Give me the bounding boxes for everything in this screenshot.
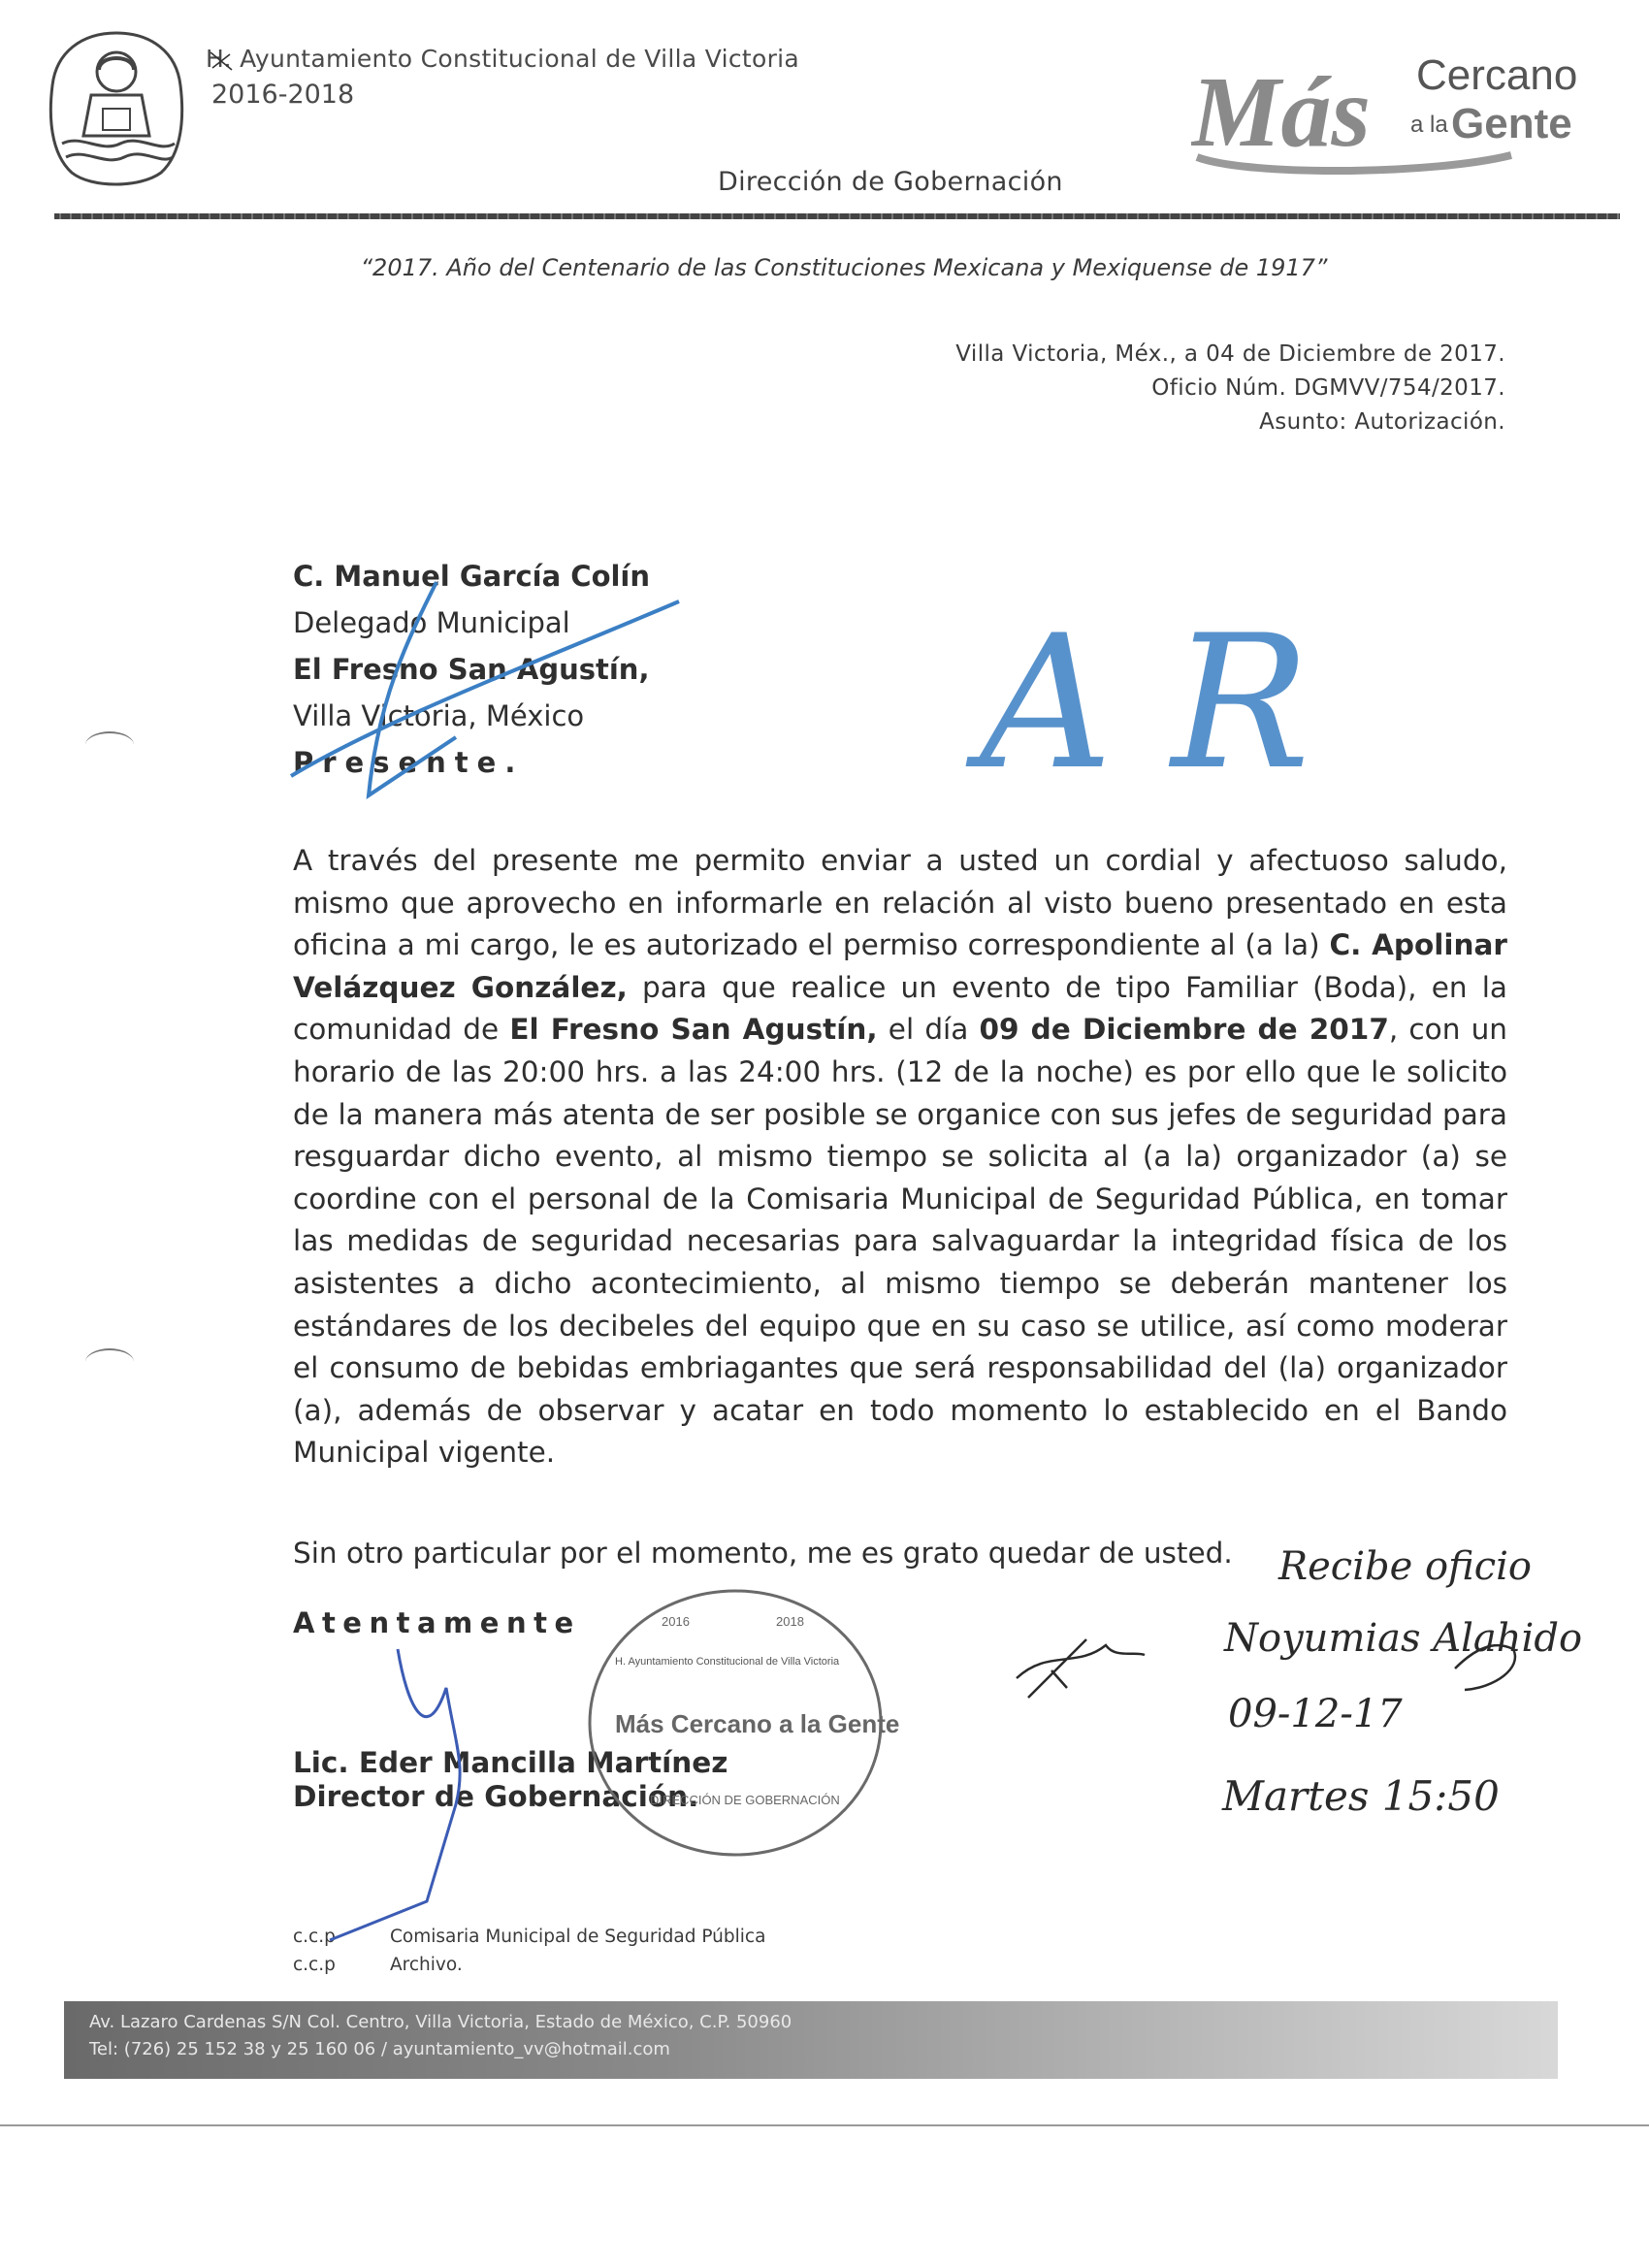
recipient-location: Villa Victoria, México [293, 699, 585, 732]
blue-initials: A R [980, 596, 1310, 810]
closing-line: Sin otro particular por el momento, me es grato quedar de usted. [293, 1537, 1233, 1570]
official-stamp [572, 1579, 902, 1861]
event-community: El Fresno San Agustín, [509, 1013, 878, 1047]
punch-hole [85, 731, 134, 759]
brand-mas-text: Más [1191, 56, 1371, 168]
body-text-4: , con un horario de las 20:00 hrs. a las 24:00 hrs. (12 de la noche) es por ello que le solicito de la manera más atenta de ser posible se organice con sus jefes de seguridad para resguardar dicho evento, al mismo tiempo se solicita al (a la) organizador (a) se coordine con el personal de la Comisaria Municipal de Seguridad Pública, en tomar las medidas de seguridad necesarias para salvaguardar la integridad física de los asistentes a dicho acontecimiento, al mismo tiempo se deberán mantener los estándares de los decibeles del equipo que en su caso se utilice, así como moderar el consumo de bebidas embriagantes que será responsabilidad del (la) organizador (a), además de observar y acatar en todo momento lo establecido en el Bando Municipal vigente. [293, 1013, 1507, 1470]
recipient-community: El Fresno San Agustín, [293, 653, 650, 686]
letter-body [293, 840, 1507, 1474]
hw-received-time: Martes 15:50 [1222, 1772, 1500, 1820]
stamp-brand: Más Cercano a la Gente [615, 1709, 900, 1738]
receiver-signature [1455, 1645, 1515, 1690]
brand-a-la-text: a la [1410, 112, 1448, 138]
recipient-block [293, 553, 650, 786]
brand-cercano-text: Cercano [1416, 51, 1578, 99]
ccp-row: c.c.p Comisaria Municipal de Seguridad Pública [293, 1927, 766, 1947]
administration-period: 2016-2018 [211, 80, 355, 110]
atentamente: Atentamente [293, 1606, 581, 1639]
footer-contact [89, 2009, 792, 2063]
body-text-1: A través del presente me permito enviar a usted un cordial y afectuoso saludo, mismo que aprovecho en informarle en relación al visto bueno presentado en esta oficina a mi cargo, le es autorizado el permiso correspondiente al (a la) [293, 844, 1507, 962]
place-date: Villa Victoria, Méx., a 04 de Diciembre de 2017. [955, 341, 1505, 367]
salutation: Presente. [293, 746, 525, 779]
stamp-municipality: H. Ayuntamiento Constitucional de Villa Victoria [615, 1656, 840, 1668]
page-edge [0, 2124, 1649, 2126]
authorized-person: C. Apolinar Velázquez González, [293, 928, 1507, 1004]
municipal-crest-logo [43, 27, 190, 190]
footer-phone-email: Tel: (726) 25 152 38 y 25 160 06 / ayuntamiento_vv@hotmail.com [89, 2039, 670, 2059]
signer-position: Director de Gobernación. [293, 1780, 699, 1813]
subject: Asunto: Autorización. [1259, 409, 1505, 435]
ccp-row: c.c.p Archivo. [293, 1955, 463, 1975]
pen-strike-mark [209, 50, 234, 72]
letter-metadata [955, 338, 1505, 439]
brand-gente-text: Gente [1451, 100, 1572, 147]
hw-received-date: 09-12-17 [1228, 1692, 1403, 1736]
recipient-title: Delegado Municipal [293, 606, 570, 639]
initials-signature [1017, 1639, 1145, 1698]
department-name: Dirección de Gobernación [718, 167, 1063, 197]
footer-address: Av. Lazaro Cardenas S/N Col. Centro, Villa Victoria, Estado de México, C.P. 50960 [89, 2012, 792, 2032]
body-text-3: el día [877, 1013, 980, 1047]
year-motto: “2017. Año del Centenario de las Constituciones Mexicana y Mexiquense de 1917” [360, 254, 1328, 281]
mas-cercano-brand-logo [1191, 41, 1610, 177]
stamp-year-end: 2018 [776, 1614, 804, 1629]
punch-hole [85, 1348, 134, 1376]
hw-received-line1: Recibe oficio [1278, 1544, 1533, 1589]
stamp-department: DIRECCIÓN DE GOBERNACIÓN [650, 1793, 840, 1807]
header-divider [54, 213, 1620, 219]
hw-received-line2: Noyumias Alahido [1224, 1616, 1583, 1661]
signer-name: Lic. Eder Mancilla Martínez [293, 1746, 728, 1779]
oficio-number: Oficio Núm. DGMVV/754/2017. [1151, 375, 1505, 401]
stamp-year-start: 2016 [662, 1614, 690, 1629]
event-date: 09 de Diciembre de 2017 [979, 1013, 1389, 1047]
recipient-name: C. Manuel García Colín [293, 560, 651, 593]
municipality-name: H. Ayuntamiento Constitucional de Villa Victoria [206, 45, 800, 73]
body-text-2: para que realice un evento de tipo Familiar (Boda), en la comunidad de [293, 970, 1507, 1047]
copies-list [293, 1923, 765, 1979]
